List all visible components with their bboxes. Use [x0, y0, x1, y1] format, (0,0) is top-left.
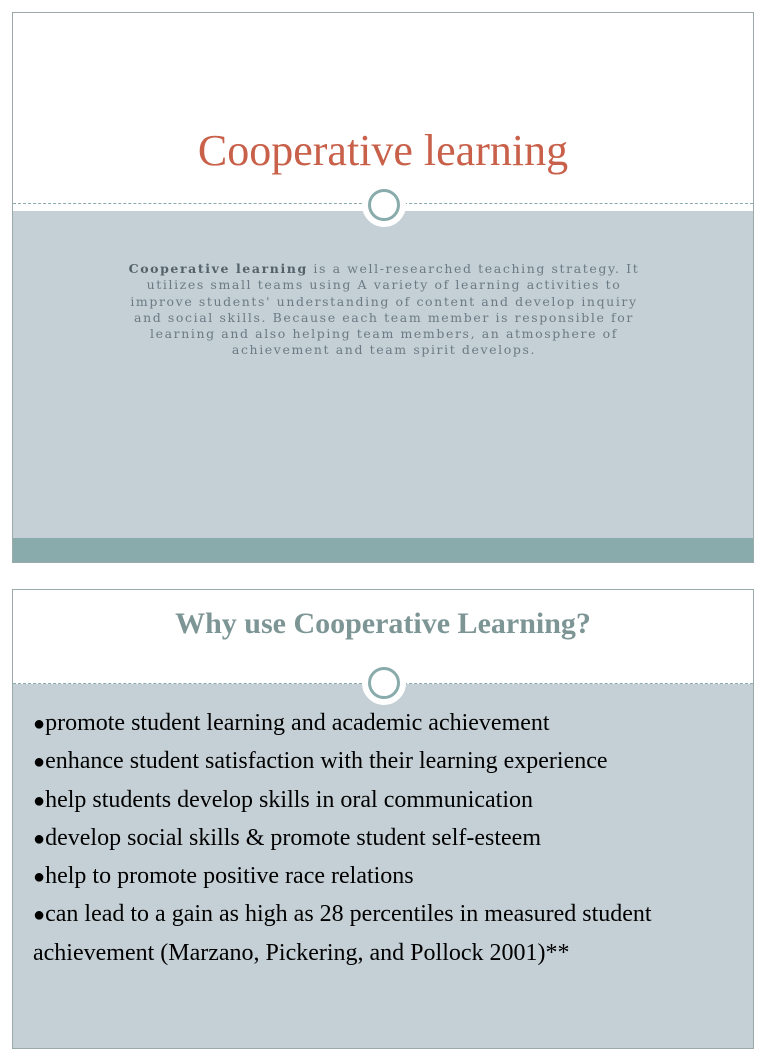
slide-title-area — [13, 13, 753, 205]
bullet-icon: ● — [33, 751, 46, 774]
ring-divider-icon — [362, 183, 406, 227]
definition-term: Cooperative learning — [128, 261, 308, 276]
list-item: ●help to promote positive race relations — [33, 863, 414, 890]
benefits-list — [33, 705, 733, 972]
bullet-icon: ● — [33, 827, 46, 850]
definition-paragraph — [121, 261, 647, 359]
list-item: ●develop social skills & promote student self-esteem — [33, 824, 541, 851]
list-item: ●promote student learning and academic achievement — [33, 710, 550, 736]
slide-title: Cooperative learning — [197, 126, 569, 175]
slide-cooperative-learning — [12, 12, 754, 563]
bullet-icon: ● — [33, 789, 46, 812]
slide-why-use-cooperative-learning — [12, 589, 754, 1049]
slide-title: Why use Cooperative Learning? — [175, 607, 591, 640]
bullet-icon: ● — [33, 904, 46, 927]
list-item: ●can lead to a gain as high as 28 percentiles in measured student achievement (Marzano, Pickering, and Pollock 2001)** — [33, 901, 652, 966]
ring-divider-icon — [362, 661, 406, 705]
list-item: ●help students develop skills in oral communication — [33, 786, 534, 813]
bullet-icon: ● — [33, 713, 46, 735]
list-item: ●enhance student satisfaction with their learning experience — [33, 748, 608, 775]
footer-band — [13, 538, 753, 563]
definition-text: is a well-researched teaching strategy. It utilizes small teams using A variety of learning activities to improve students' understanding of content and develop inquiry and social skills. Because each team member is responsible for learning and also helping team members, an atmosphere of achievement and team spirit develops. — [130, 261, 640, 358]
bullet-icon: ● — [33, 866, 46, 889]
